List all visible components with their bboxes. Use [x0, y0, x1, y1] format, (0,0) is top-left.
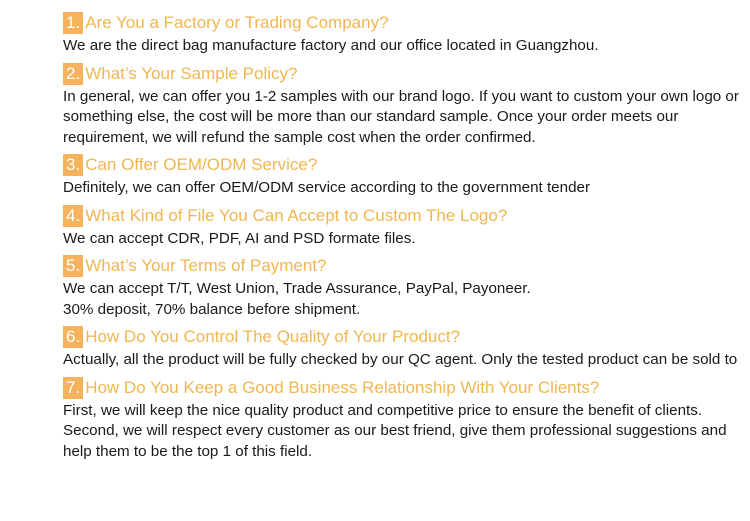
question-text: What’s Your Sample Policy?	[85, 63, 298, 83]
answer-paragraph: 30% deposit, 70% balance before shipment.	[63, 300, 361, 318]
question-number-badge: 4.	[63, 205, 83, 227]
question-number-badge: 5.	[63, 255, 83, 277]
question-number-badge: 1.	[63, 12, 83, 34]
faq-answer	[63, 350, 739, 371]
faq-item	[63, 377, 739, 463]
faq-question	[63, 12, 739, 34]
faq-item	[63, 205, 739, 250]
faq-question	[63, 63, 739, 85]
faq-question	[63, 154, 739, 176]
question-number-badge: 7.	[63, 377, 83, 399]
answer-paragraph: We can accept T/T, West Union, Trade Assurance, PayPal, Payoneer.	[63, 280, 531, 297]
answer-paragraph: Definitely, we can offer OEM/ODM service according to the government tender	[63, 179, 591, 196]
faq-answer	[63, 178, 739, 199]
faq-answer	[63, 229, 739, 250]
faq-item	[63, 326, 739, 371]
faq-question	[63, 205, 739, 227]
faq-list	[63, 12, 739, 468]
question-text: What Kind of File You Can Accept to Custom The Logo?	[85, 205, 508, 225]
faq-answer	[63, 87, 739, 149]
faq-item	[63, 12, 739, 57]
question-number-badge: 2.	[63, 63, 83, 85]
question-text: How Do You Keep a Good Business Relationship With Your Clients?	[85, 377, 600, 397]
faq-item	[63, 255, 739, 320]
answer-paragraph: First, we will keep the nice quality product and competitive price to ensure the benefit of clients.	[63, 401, 703, 419]
faq-answer	[63, 36, 739, 57]
faq-answer	[63, 401, 739, 463]
faq-item	[63, 63, 739, 149]
faq-answer	[63, 279, 739, 320]
answer-paragraph: We can accept CDR, PDF, AI and PSD formate files.	[63, 229, 416, 247]
faq-question	[63, 326, 739, 348]
faq-question	[63, 255, 739, 277]
answer-paragraph: We are the direct bag manufacture factory and our office located in Guangzhou.	[63, 37, 599, 54]
faq-item	[63, 154, 739, 199]
answer-paragraph: Second, we will respect every customer as our best friend, give them professional suggestions and help them to be the top 1 of this field.	[63, 422, 727, 460]
question-text: Can Offer OEM/ODM Service?	[85, 155, 318, 174]
answer-paragraph: In general, we can offer you 1-2 samples with our brand logo. If you want to custom your own logo or something else, the cost will be more than our standard sample. Once your order meets our requirement, we will refund the sample cost when the order confirmed.	[63, 87, 739, 146]
answer-paragraph: Actually, all the product will be fully checked by our QC agent. Only the tested product can be sold to	[63, 351, 738, 368]
question-text: Are You a Factory or Trading Company?	[85, 13, 389, 32]
question-text: What’s Your Terms of Payment?	[85, 256, 327, 275]
question-number-badge: 6.	[63, 326, 83, 348]
question-number-badge: 3.	[63, 154, 83, 176]
faq-question	[63, 377, 739, 399]
question-text: How Do You Control The Quality of Your Product?	[85, 327, 461, 346]
